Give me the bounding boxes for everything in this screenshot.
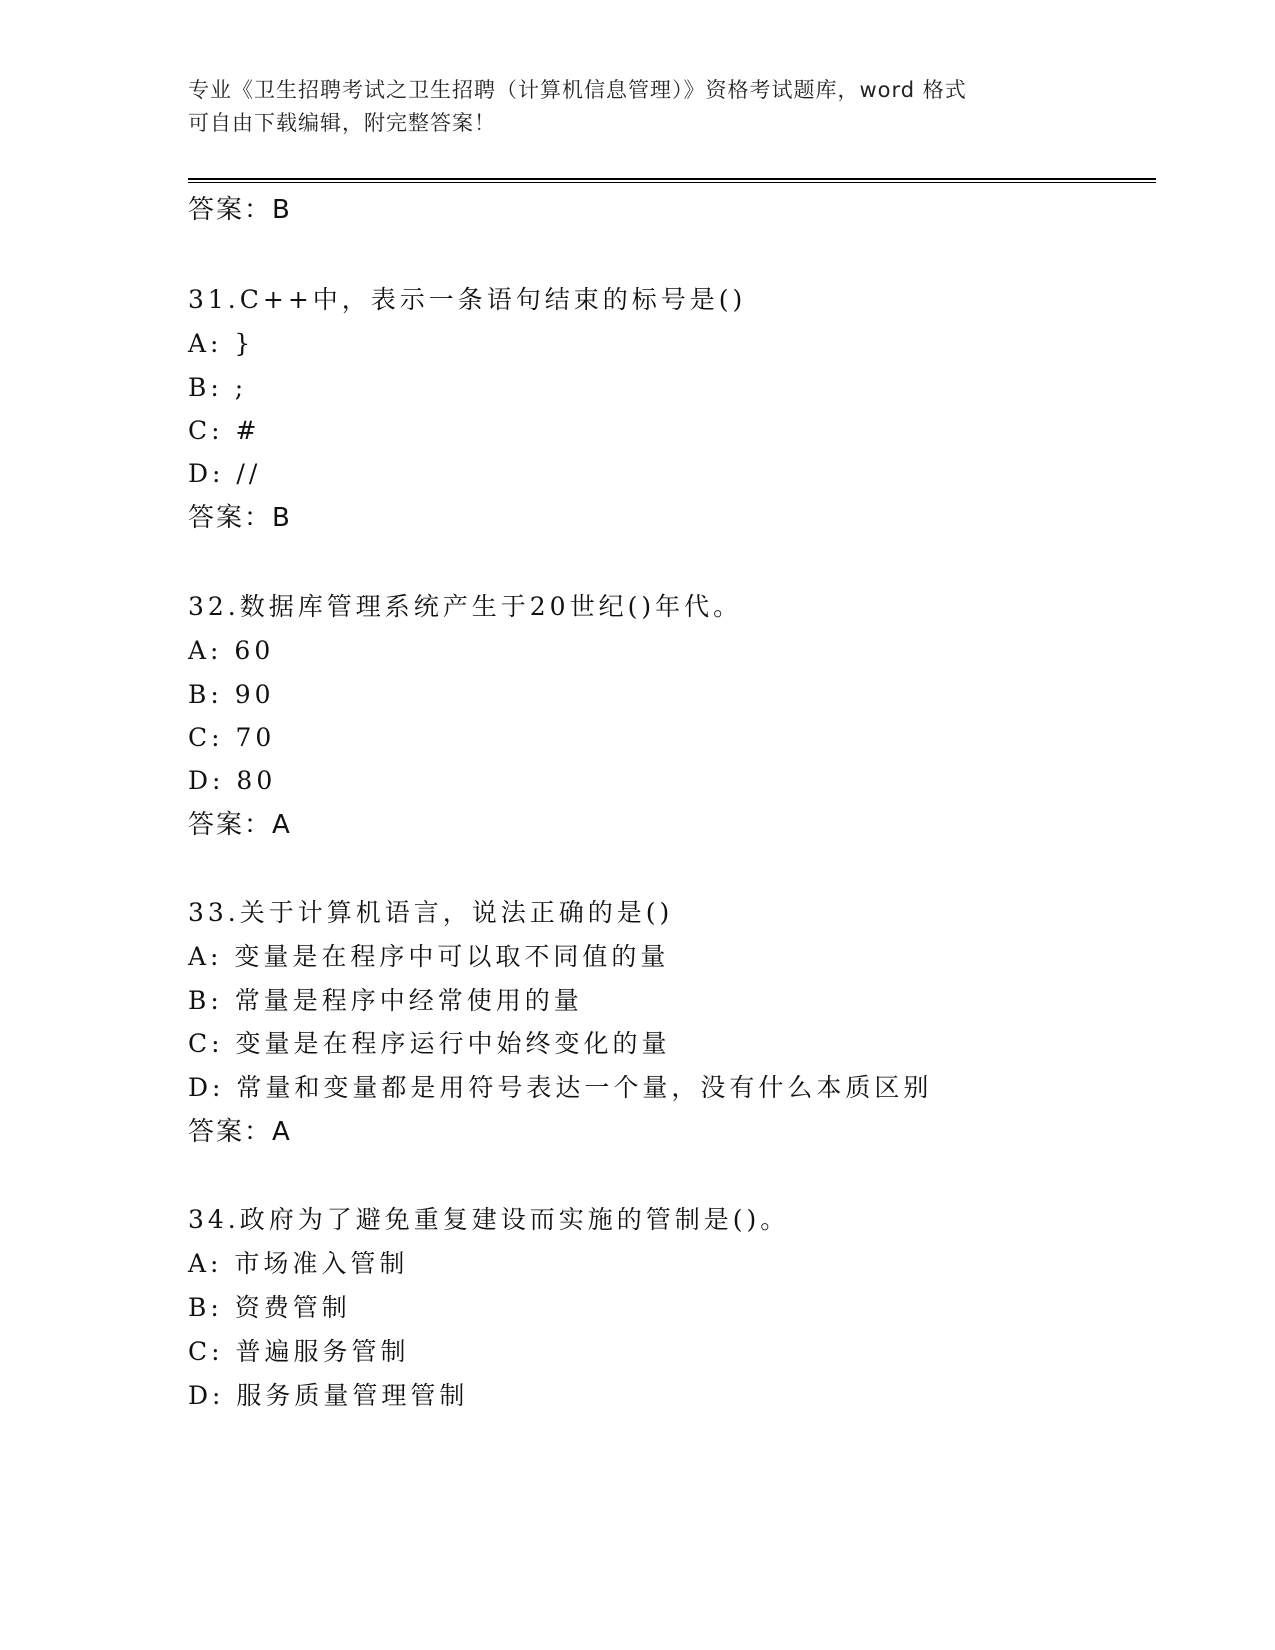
answer-line: 答案：A: [188, 810, 292, 840]
question-stem: 31.C++中，表示一条语句结束的标号是(): [188, 285, 747, 314]
option-c: C: 变量是在程序运行中始终变化的量: [188, 1029, 671, 1058]
option-b: B: ;: [188, 373, 248, 402]
option-b: B: 常量是程序中经常使用的量: [188, 986, 583, 1015]
option-a: A: 变量是在程序中可以取不同值的量: [188, 942, 670, 971]
option-d: D: 服务质量管理管制: [188, 1381, 469, 1410]
header-line-2: 可自由下载编辑，附完整答案！: [188, 111, 496, 135]
option-a: A: 60: [188, 636, 275, 665]
document-header: [188, 74, 1088, 140]
question-stem: 32.数据库管理系统产生于20世纪()年代。: [188, 592, 743, 621]
answer-line: 答案：B: [188, 503, 292, 533]
option-d: D: //: [188, 459, 262, 488]
header-line-1: 专业《卫生招聘考试之卫生招聘（计算机信息管理）》资格考试题库，word 格式: [188, 78, 967, 102]
answer-line: 答案：A: [188, 1117, 292, 1147]
option-d: D: 常量和变量都是用符号表达一个量，没有什么本质区别: [188, 1073, 933, 1102]
option-c: C: #: [188, 416, 261, 445]
header-divider-thick: [188, 178, 1156, 180]
option-b: B: 90: [188, 680, 275, 709]
header-divider-thin: [188, 182, 1156, 183]
option-d: D: 80: [188, 766, 277, 795]
question-stem: 34.政府为了避免重复建设而实施的管制是()。: [188, 1205, 790, 1234]
answer-line: 答案：B: [188, 195, 292, 225]
option-c: C: 70: [188, 723, 276, 752]
question-stem: 33.关于计算机语言，说法正确的是(): [188, 898, 674, 927]
option-b: B: 资费管制: [188, 1293, 351, 1322]
option-a: A: }: [188, 329, 255, 358]
option-a: A: 市场准入管制: [188, 1249, 409, 1278]
option-c: C: 普遍服务管制: [188, 1337, 410, 1366]
